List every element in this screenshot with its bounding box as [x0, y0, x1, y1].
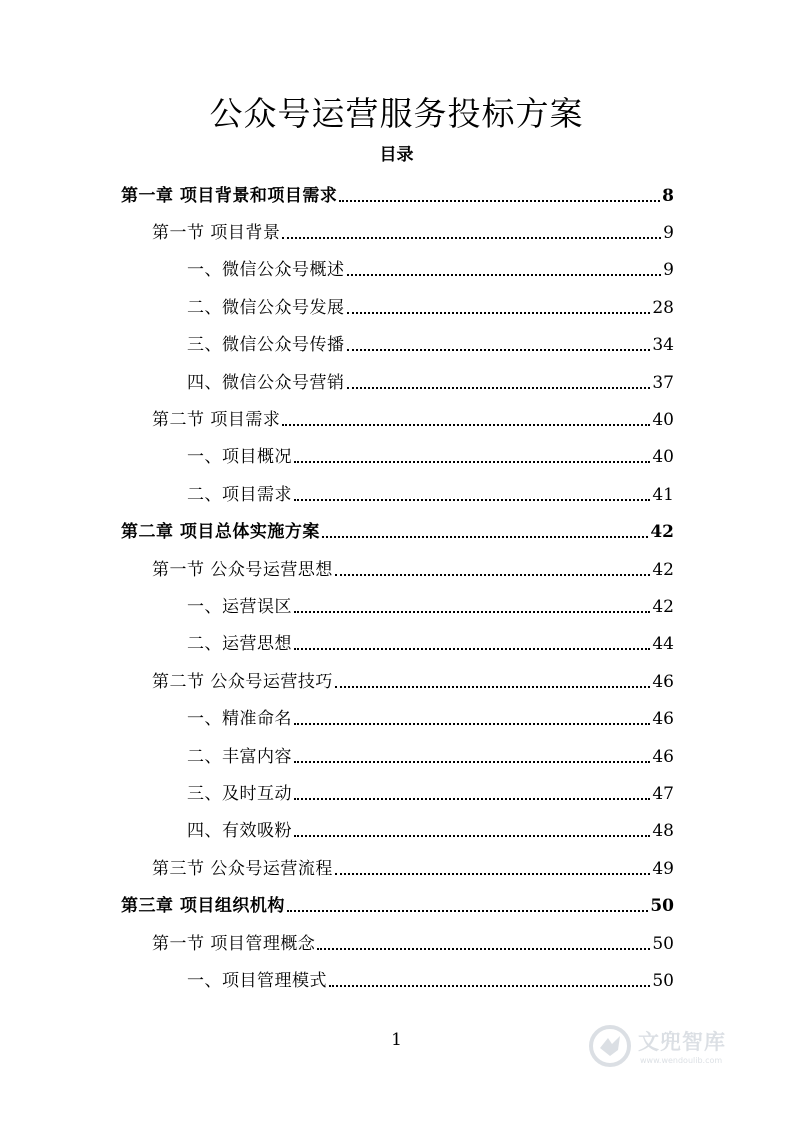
- toc-entry-page: 42: [652, 597, 674, 618]
- toc-entry-page: 48: [652, 821, 674, 842]
- toc-dot-leader: [322, 536, 648, 538]
- toc-entry-label: 一、项目概况: [187, 447, 292, 468]
- toc-dot-leader: [347, 387, 651, 389]
- toc-entry-page: 37: [652, 372, 674, 393]
- toc-dot-leader: [347, 274, 662, 276]
- toc-dot-leader: [347, 312, 651, 314]
- toc-entry[interactable]: [187, 626, 674, 663]
- toc-entry-label: 第二节 项目需求: [152, 410, 281, 431]
- toc-entry-page: 42: [650, 522, 674, 543]
- toc-entry-label: 三、微信公众号传播: [187, 335, 345, 356]
- toc-entry[interactable]: [187, 775, 674, 812]
- toc-entry-label: 第一节 公众号运营思想: [152, 559, 333, 580]
- toc-entry-page: 8: [662, 185, 674, 206]
- toc-entry[interactable]: [187, 327, 674, 364]
- watermark-url: www.wendoulib.com: [640, 1056, 723, 1065]
- toc-entry[interactable]: [121, 514, 674, 551]
- toc-entry[interactable]: [152, 663, 674, 700]
- toc-entry-page: 40: [652, 410, 674, 431]
- toc-entry-label: 二、项目需求: [187, 484, 292, 505]
- toc-entry-label: 第一节 项目管理概念: [152, 933, 316, 954]
- toc-entry-page: 44: [652, 634, 674, 655]
- toc-entry[interactable]: [152, 850, 674, 887]
- toc-dot-leader: [294, 648, 650, 650]
- toc-entry[interactable]: [187, 962, 674, 999]
- toc-entry-label: 第二章 项目总体实施方案: [121, 522, 320, 543]
- watermark: [588, 1020, 758, 1078]
- toc-entry-page: 34: [652, 335, 674, 356]
- toc-entry-page: 46: [652, 709, 674, 730]
- toc-entry-page: 40: [652, 447, 674, 468]
- toc-entry[interactable]: [187, 813, 674, 850]
- toc-entry-label: 第一章 项目背景和项目需求: [121, 185, 338, 206]
- toc-entry-page: 50: [652, 971, 674, 992]
- toc-dot-leader: [294, 835, 650, 837]
- toc-entry-page: 47: [652, 784, 674, 805]
- toc-entry[interactable]: [121, 888, 674, 925]
- toc-entry[interactable]: [187, 588, 674, 625]
- toc-dot-leader: [294, 499, 650, 501]
- document-title: 公众号运营服务投标方案: [209, 94, 584, 133]
- toc-dot-leader: [282, 237, 661, 239]
- toc-entry[interactable]: [187, 439, 674, 476]
- watermark-brand: 文兜智库: [638, 1030, 726, 1054]
- toc-entry-label: 二、微信公众号发展: [187, 297, 345, 318]
- toc-dot-leader: [335, 873, 650, 875]
- toc-entry-label: 一、精准命名: [187, 709, 292, 730]
- toc-entry[interactable]: [187, 701, 674, 738]
- toc-entry-page: 49: [652, 858, 674, 879]
- toc-entry-page: 9: [663, 260, 674, 281]
- toc-entry-label: 第三章 项目组织机构: [121, 896, 285, 917]
- toc-entry[interactable]: [187, 252, 674, 289]
- toc-entry-label: 一、运营误区: [187, 597, 292, 618]
- toc-entry-label: 一、微信公众号概述: [187, 260, 345, 281]
- toc-entry-label: 第三节 公众号运营流程: [152, 858, 333, 879]
- page-number: 1: [391, 1030, 402, 1050]
- toc-dot-leader: [294, 798, 650, 800]
- toc-entry-page: 46: [652, 671, 674, 692]
- toc-dot-leader: [335, 686, 650, 688]
- toc-entry[interactable]: [121, 177, 674, 214]
- toc-entry-page: 50: [652, 933, 674, 954]
- toc-entry[interactable]: [152, 214, 674, 251]
- toc-entry-label: 四、微信公众号营销: [187, 372, 345, 393]
- toc-entry[interactable]: [187, 476, 674, 513]
- toc-dot-leader: [339, 200, 660, 202]
- toc-entry[interactable]: [187, 289, 674, 326]
- toc-entry-label: 一、项目管理模式: [187, 971, 327, 992]
- toc-entry[interactable]: [152, 551, 674, 588]
- toc-dot-leader: [294, 461, 650, 463]
- toc-entry-page: 41: [652, 484, 674, 505]
- toc-dot-leader: [329, 985, 650, 987]
- toc-entry-page: 42: [652, 559, 674, 580]
- toc-entry[interactable]: [187, 364, 674, 401]
- toc-entry-label: 第一节 项目背景: [152, 223, 281, 244]
- toc-entry-label: 第二节 公众号运营技巧: [152, 671, 333, 692]
- toc-dot-leader: [294, 611, 650, 613]
- toc-dot-leader: [282, 424, 650, 426]
- toc-dot-leader: [287, 910, 648, 912]
- toc-entry-label: 三、及时互动: [187, 784, 292, 805]
- toc-entry-label: 二、丰富内容: [187, 746, 292, 767]
- toc-entry[interactable]: [152, 401, 674, 438]
- toc-entry[interactable]: [187, 738, 674, 775]
- toc-entry-page: 50: [650, 896, 674, 917]
- toc-dot-leader: [335, 574, 650, 576]
- toc-entry-page: 28: [652, 297, 674, 318]
- toc-dot-leader: [347, 349, 651, 351]
- toc-entry-label: 四、有效吸粉: [187, 821, 292, 842]
- toc-entry-page: 46: [652, 746, 674, 767]
- toc-entry[interactable]: [152, 925, 674, 962]
- toc-dot-leader: [294, 723, 650, 725]
- toc-entry-page: 9: [663, 223, 674, 244]
- toc-heading: 目录: [379, 145, 414, 165]
- toc-entry-label: 二、运营思想: [187, 634, 292, 655]
- toc-dot-leader: [294, 761, 650, 763]
- watermark-logo-icon: [588, 1024, 632, 1068]
- toc-dot-leader: [317, 948, 650, 950]
